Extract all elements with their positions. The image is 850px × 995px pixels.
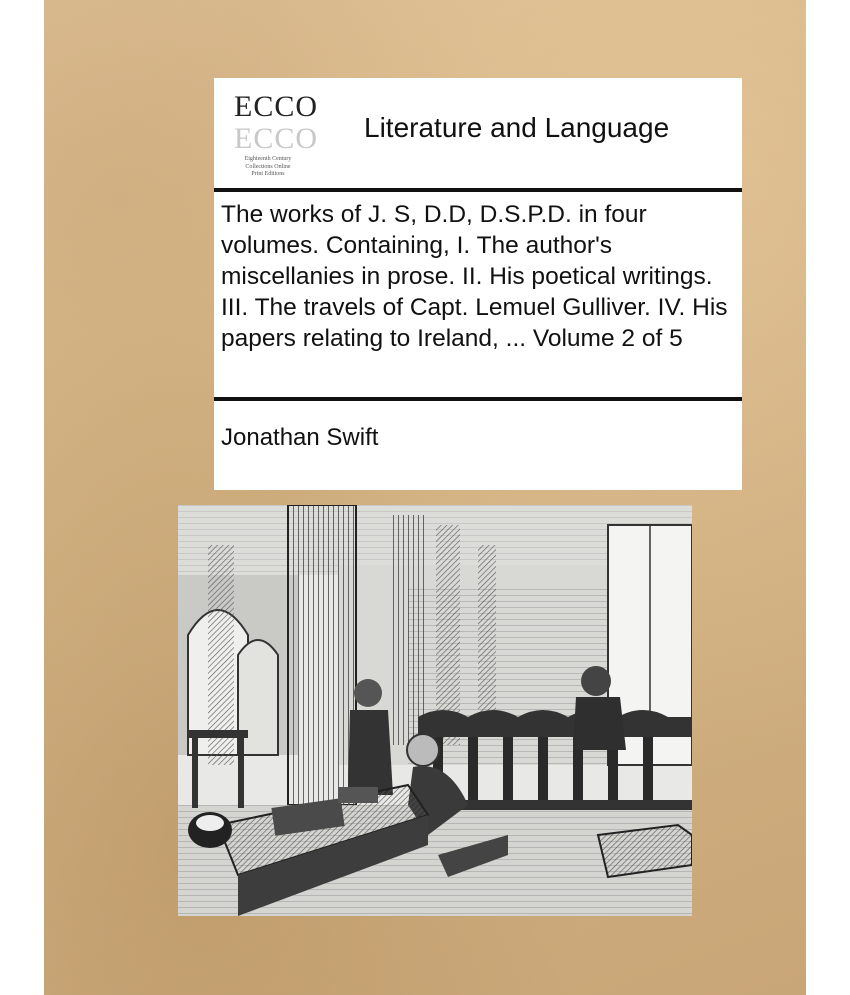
cover-engraving: [178, 505, 692, 916]
logo-subtitle-line-1: Eighteenth Century: [244, 156, 292, 162]
series-title: Literature and Language: [364, 112, 670, 143]
book-author: Jonathan Swift: [221, 424, 379, 451]
logo-reflection: ECCO: [234, 122, 319, 155]
bottom-rule: [214, 397, 742, 401]
ecco-logo: [226, 90, 319, 188]
logo-wordmark: ECCO: [234, 90, 319, 123]
title-panel: [214, 78, 742, 490]
engraving-illustration: [178, 505, 692, 916]
book-title: The works of J. S, D.D, D.S.P.D. in four volumes. Containing, I. The author's miscellanies in prose. II. His poetical writings. III. The travels of Capt. Lemuel Gulliver. IV. His papers relating to Ireland, ... Volume 2 of 5: [221, 201, 728, 352]
top-rule: [214, 188, 742, 192]
logo-subtitle: [226, 156, 310, 179]
logo-subtitle-line-2: Collections Online: [245, 163, 291, 170]
logo-subtitle-line-3: Print Editions: [251, 171, 285, 177]
